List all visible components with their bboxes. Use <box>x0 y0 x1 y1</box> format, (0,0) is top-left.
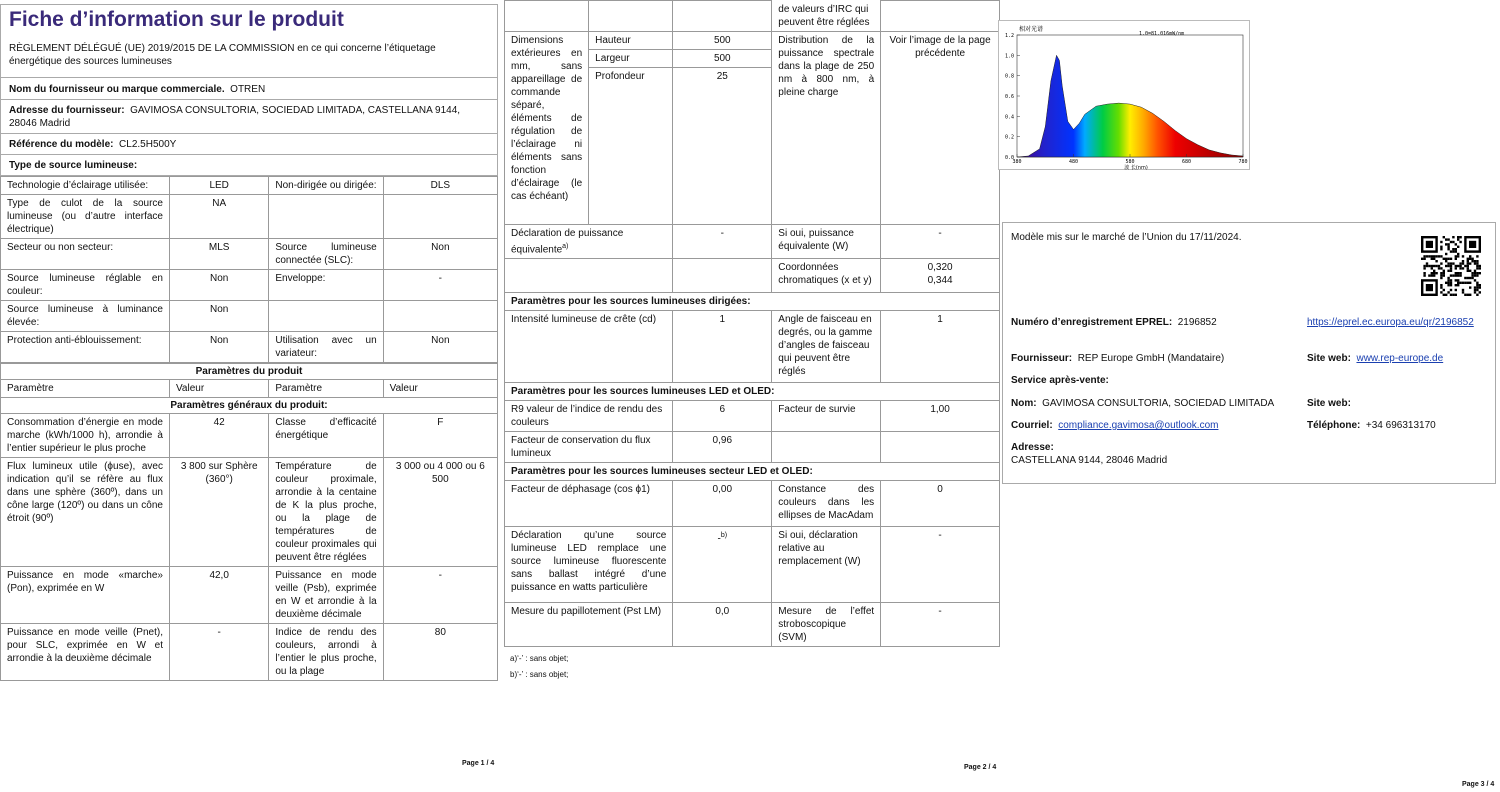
footnote-a: a)‘-’ : sans objet; <box>510 654 569 664</box>
mains-heading: Paramètres pour les sources lumineuses secteur LED et OLED: <box>505 463 1000 481</box>
supplier-value: OTREN <box>230 84 266 95</box>
x-tick-label: 480 <box>1068 159 1079 165</box>
replace-label: Déclaration qu’une source lumineuse LED remplace une source lumineuse fluorescente sans ballast intégré d’une puissance en watts particulière <box>505 527 673 603</box>
email-link[interactable]: compliance.gavimosa@outlook.com <box>1058 420 1219 431</box>
table-row <box>1 458 498 567</box>
param-label: Indice de rendu des couleurs, arrondi à l’entier le plus proche, ou la plage <box>269 624 383 681</box>
table-row <box>1 195 498 239</box>
eprel-value: 2196852 <box>1177 317 1217 328</box>
phone-value: +34 696313170 <box>1365 420 1436 431</box>
param-value: 3 800 sur Sphère (360°) <box>169 458 268 567</box>
col-header: Paramètre <box>1 380 170 398</box>
params-heading: Paramètres du produit <box>1 364 498 380</box>
survival-label: Facteur de survie <box>772 401 881 432</box>
macadam-label: Constance des couleurs dans les ellipses de MacAdam <box>772 481 881 527</box>
footnote-b: b)‘-’ : sans objet; <box>510 670 569 680</box>
equiv-value: - <box>673 225 772 259</box>
replace2-label: Si oui, déclaration relative au remplacement (W) <box>772 527 881 603</box>
table-row <box>1 414 498 458</box>
width-value: 500 <box>673 50 772 68</box>
col-header: Valeur <box>169 380 268 398</box>
y-tick-label: 0.0 <box>1004 155 1014 161</box>
model-row <box>0 134 498 155</box>
param-value <box>383 301 497 332</box>
param-label: Flux lumineux utile (ϕuse), avec indication qu’il se réfère au flux dans une sphère (360º), dans un cône large (120º) ou dans un cône étroit (90º) <box>1 458 170 567</box>
general-heading: Paramètres généraux du produit: <box>1 398 498 414</box>
height-label: Hauteur <box>589 32 673 50</box>
param-value: Non <box>383 332 497 363</box>
flicker-label: Mesure du papillotement (Pst LM) <box>505 603 673 647</box>
eprel-link[interactable]: https://eprel.ec.europa.eu/qr/2196852 <box>1307 317 1474 328</box>
model-label: Référence du modèle: <box>9 139 114 150</box>
led-heading: Paramètres pour les sources lumineuses LED et OLED: <box>505 383 1000 401</box>
y-tick-label: 0.6 <box>1004 94 1014 100</box>
y-tick-label: 0.2 <box>1004 134 1014 141</box>
footnotes <box>504 651 1000 683</box>
y-tick-label: 1.0 <box>1004 53 1014 60</box>
param-value: DLS <box>383 177 497 195</box>
r9-value: 6 <box>673 401 772 432</box>
spectrum-chart <box>998 20 1250 170</box>
table-row <box>1 270 498 301</box>
param-value: Non <box>169 332 268 363</box>
x-tick-label: 780 <box>1238 159 1248 165</box>
service-label: Service après-vente: <box>1011 375 1109 386</box>
r9-label: R9 valeur de l’indice de rendu des couleurs <box>505 401 673 432</box>
svm-label: Mesure de l’effet stroboscopique (SVM) <box>772 603 881 647</box>
peak-label: Intensité lumineuse de crête (cd) <box>505 311 673 383</box>
address-value: CASTELLANA 9144, 28046 Madrid <box>1011 455 1168 466</box>
qr-code-icon[interactable] <box>1421 235 1481 297</box>
spd-value: Voir l’image de la page précédente <box>881 32 1000 225</box>
model-value: CL2.5H500Y <box>119 139 177 150</box>
depth-value: 25 <box>673 68 772 225</box>
equiv-footnote: a) <box>562 243 569 250</box>
survival-value: 1,00 <box>881 401 1000 432</box>
param-label: Puissance en mode veille (Psb), exprimée en W et arrondie à la deuxième décimale <box>269 567 383 624</box>
param-label: Puissance en mode «marche» (Pon), exprimée en W <box>1 567 170 624</box>
type-heading: Type de source lumineuse: <box>0 155 498 176</box>
equiv-label: Déclaration de puissance équivalente <box>511 228 624 256</box>
address-row <box>0 100 498 134</box>
cri-range-text: de valeurs d’IRC qui peuvent être réglées <box>772 1 881 32</box>
param-label: Source lumineuse connectée (SLC): <box>269 239 383 270</box>
macadam-value: 0 <box>881 481 1000 527</box>
param-label: Type de culot de la source lumineuse (ou d’autre interface électrique) <box>1 195 170 239</box>
page-1 <box>0 0 498 681</box>
phase-value: 0,00 <box>673 481 772 527</box>
table-row <box>1 567 498 624</box>
param-value: 42,0 <box>169 567 268 624</box>
height-value: 500 <box>673 32 772 50</box>
eprel-label: Numéro d’enregistrement EPREL: <box>1011 317 1173 328</box>
website-label: Site web: <box>1307 353 1351 364</box>
replace-value: - <box>717 533 721 545</box>
page-number: Page 3 / 4 <box>1462 781 1495 788</box>
param-value: LED <box>169 177 268 195</box>
param-label: Consommation d’énergie en mode marche (kWh/1000 h), arrondie à l’entier supérieur le plus proche <box>1 414 170 458</box>
type-table <box>0 176 498 363</box>
name-value: GAVIMOSA CONSULTORIA, SOCIEDAD LIMITADA <box>1042 398 1275 409</box>
x-tick-label: 680 <box>1181 159 1192 165</box>
page2-table <box>504 0 1000 647</box>
param-label: Classe d’efficacité énergétique <box>269 414 383 458</box>
col-header: Valeur <box>383 380 497 398</box>
param-value: - <box>169 624 268 681</box>
param-label: Puissance en mode veille (Pnet), pour SLC, exprimée en W et arrondie à la deuxième décimale <box>1 624 170 681</box>
param-value: Non <box>169 270 268 301</box>
website-link[interactable]: www.rep-europe.de <box>1356 353 1444 364</box>
table-row <box>1 624 498 681</box>
table-row <box>1 301 498 332</box>
replace2-value: - <box>881 527 1000 603</box>
maint-label: Facteur de conservation du flux lumineux <box>505 432 673 463</box>
width-label: Largeur <box>589 50 673 68</box>
beam-value: 1 <box>881 311 1000 383</box>
phase-label: Facteur de déphasage (cos ϕ1) <box>505 481 673 527</box>
beam-label: Angle de faisceau en degrés, ou la gamme d’angles de faisceau qui peuvent être réglés <box>772 311 881 383</box>
table-row <box>1 177 498 195</box>
y-tick-label: 1.2 <box>1004 33 1014 39</box>
param-value: 80 <box>383 624 497 681</box>
page-number: Page 2 / 4 <box>964 764 997 771</box>
page-title: Fiche d’information sur le produit <box>0 4 498 34</box>
x-tick-label: 380 <box>1012 159 1022 165</box>
param-label: Non-dirigée ou dirigée: <box>269 177 383 195</box>
svm-value: - <box>881 603 1000 647</box>
param-value: - <box>383 270 497 301</box>
website2-label: Site web: <box>1307 398 1351 409</box>
param-label: Secteur ou non secteur: <box>1 239 170 270</box>
dimensions-label: Dimensions extérieures en mm, sans appareillage de commande séparé, éléments de régulation de l’éclairage ni éléments sans fonction d’éclairage (le cas échéant) <box>505 32 589 225</box>
spd-label: Distribution de la puissance spectrale dans la plage de 250 nm à 800 nm, à pleine charge <box>772 32 881 225</box>
spectrum-svg <box>999 21 1251 171</box>
col-header: Paramètre <box>269 380 383 398</box>
phone-label: Téléphone: <box>1307 420 1361 431</box>
supplier-label: Fournisseur: <box>1011 353 1073 364</box>
param-label: Source lumineuse à luminance élevée: <box>1 301 170 332</box>
peak-value: 1 <box>673 311 772 383</box>
product-info-box <box>1002 222 1496 484</box>
supplier-value: REP Europe GmbH (Mandataire) <box>1077 353 1225 364</box>
table-row <box>1 332 498 363</box>
equiv2-label: Si oui, puissance équivalente (W) <box>772 225 881 259</box>
param-value: Non <box>169 301 268 332</box>
replace-footnote: b) <box>720 532 728 540</box>
address-label: Adresse du fournisseur: <box>9 105 125 116</box>
page-number: Page 1 / 4 <box>462 760 495 767</box>
maint-value: 0,96 <box>673 432 772 463</box>
depth-label: Profondeur <box>589 68 673 225</box>
param-label: Technologie d’éclairage utilisée: <box>1 177 170 195</box>
spectrum-area <box>1017 55 1243 157</box>
supplier-label: Nom du fournisseur ou marque commerciale. <box>9 84 225 95</box>
supplier-row <box>0 78 498 100</box>
name-label: Nom: <box>1011 398 1037 409</box>
chroma-y: 0,344 <box>927 275 953 287</box>
params-table <box>0 363 498 681</box>
table-row <box>1 239 498 270</box>
regulation-text: RÈGLEMENT DÉLÉGUÉ (UE) 2019/2015 DE LA COMMISSION en ce qui concerne l’étiquetage énergétique des sources lumineuses <box>0 34 498 78</box>
chroma-x: 0,320 <box>927 262 953 274</box>
param-label <box>269 301 383 332</box>
param-value <box>383 195 497 239</box>
param-value: NA <box>169 195 268 239</box>
placed-on-market: Modèle mis sur le marché de l’Union du 17/11/2024. <box>1011 232 1242 243</box>
chart-title: 相对光谱 <box>1019 26 1044 33</box>
param-value: 3 000 ou 4 000 ou 6 500 <box>383 458 497 567</box>
x-tick-label: 580 <box>1125 159 1135 165</box>
address-label: Adresse: <box>1011 442 1054 453</box>
param-label: Utilisation avec un variateur: <box>269 332 383 363</box>
page-2 <box>504 0 1000 683</box>
x-axis-label: 波 长(nm) <box>1124 165 1148 171</box>
param-label <box>269 195 383 239</box>
equiv2-value: - <box>881 225 1000 259</box>
param-label: Enveloppe: <box>269 270 383 301</box>
param-value: MLS <box>169 239 268 270</box>
param-label: Protection anti-éblouissement: <box>1 332 170 363</box>
chart-note: 1.0=81.016mW/nm <box>1139 31 1185 37</box>
param-label: Température de couleur proximale, arrondie à la centaine de K la plus proche, ou la plage de températures de couleur proximales qui peuvent être réglées <box>269 458 383 567</box>
param-value: - <box>383 567 497 624</box>
param-label: Source lumineuse réglable en couleur: <box>1 270 170 301</box>
email-label: Courriel: <box>1011 420 1053 431</box>
directed-heading: Paramètres pour les sources lumineuses dirigées: <box>505 293 1000 311</box>
param-value: 42 <box>169 414 268 458</box>
chroma-label: Coordonnées chromatiques (x et y) <box>772 259 881 293</box>
flicker-value: 0,0 <box>673 603 772 647</box>
param-value: F <box>383 414 497 458</box>
address-value: GAVIMOSA CONSULTORIA, SOCIEDAD LIMITADA, CASTELLANA 9144, 28046 Madrid <box>9 105 461 129</box>
y-tick-label: 0.8 <box>1004 73 1014 80</box>
param-value: Non <box>383 239 497 270</box>
y-tick-label: 0.4 <box>1004 114 1014 121</box>
